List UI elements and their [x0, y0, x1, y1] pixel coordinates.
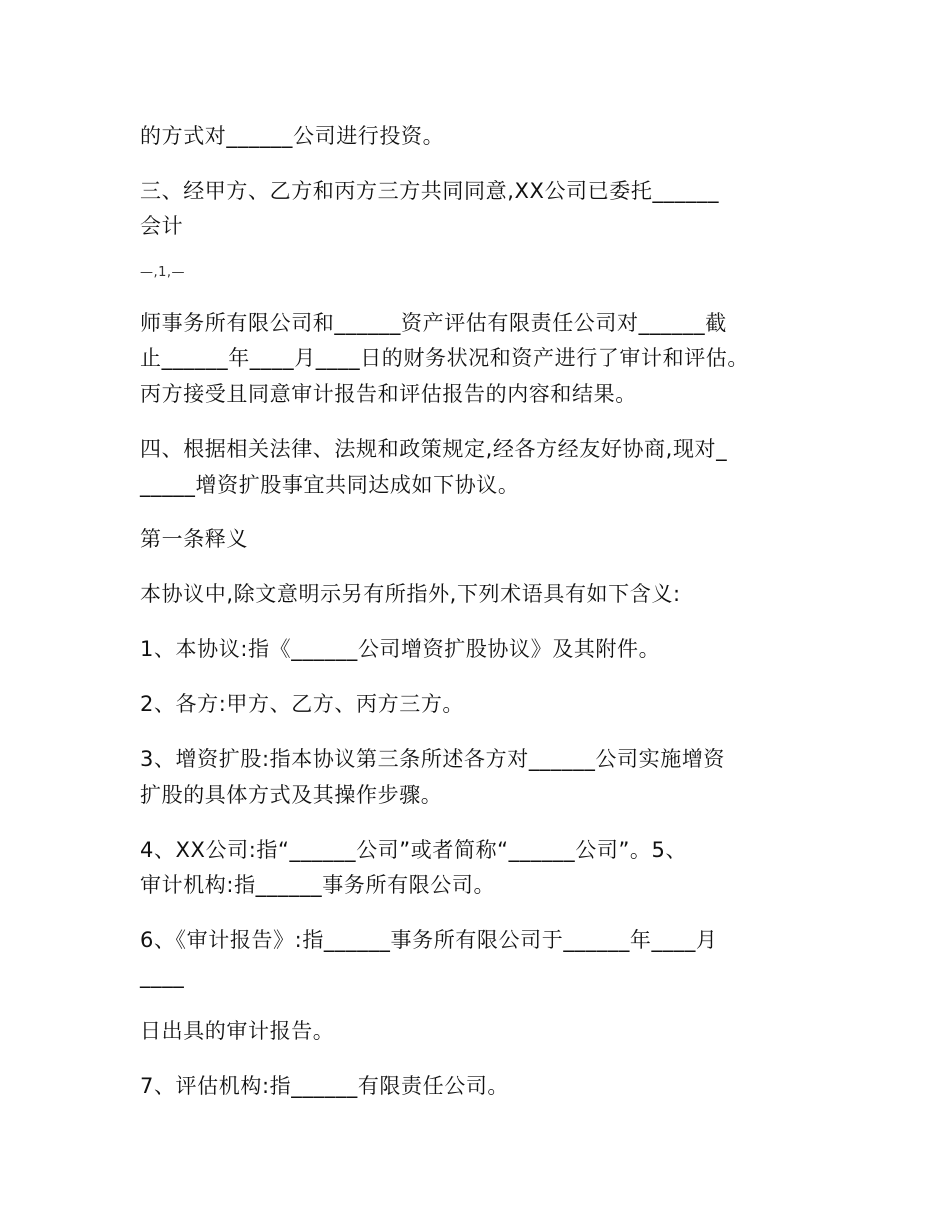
text-line: 本协议中,除文意明示另有所指外,下列术语具有如下含义:: [140, 582, 681, 606]
list-item: 6、《审计报告》:指______事务所有限公司于______年____月: [140, 928, 718, 952]
text-line: 审计机构:指______事务所有限公司。: [140, 873, 496, 897]
text-line: _____增资扩股事宜共同达成如下协议。: [140, 473, 520, 497]
page-number: —,1,—: [140, 265, 186, 280]
text-line: 师事务所有限公司和______资产评估有限责任公司对______截: [140, 311, 727, 335]
list-item: 3、增资扩股:指本协议第三条所述各方对______公司实施增资: [140, 747, 726, 771]
section-heading: 第一条释义: [140, 527, 248, 551]
text-line: 四、根据相关法律、法规和政策规定,经各方经友好协商,现对_: [140, 437, 728, 461]
text-line: 会计: [140, 214, 184, 238]
text-line: 扩股的具体方式及其操作步骤。: [140, 783, 443, 807]
list-item: 2、各方:甲方、乙方、丙方三方。: [140, 692, 465, 716]
text-line: 的方式对______公司进行投资。: [140, 124, 445, 148]
text-line: ____: [140, 964, 185, 988]
text-line: 三、经甲方、乙方和丙方三方共同同意,XX公司已委托______: [140, 179, 720, 203]
list-item: 1、本协议:指《______公司增资扩股协议》及其附件。: [140, 637, 661, 661]
list-item: 4、XX公司:指“______公司”或者简称“______公司”。5、: [140, 838, 688, 862]
list-item: 7、评估机构:指______有限责任公司。: [140, 1074, 510, 1098]
text-line: 丙方接受且同意审计报告和评估报告的内容和结果。: [140, 382, 637, 406]
text-line: 止______年____月____日的财务状况和资产进行了审计和评估。: [140, 346, 749, 370]
text-line: 日出具的审计报告。: [140, 1019, 335, 1043]
